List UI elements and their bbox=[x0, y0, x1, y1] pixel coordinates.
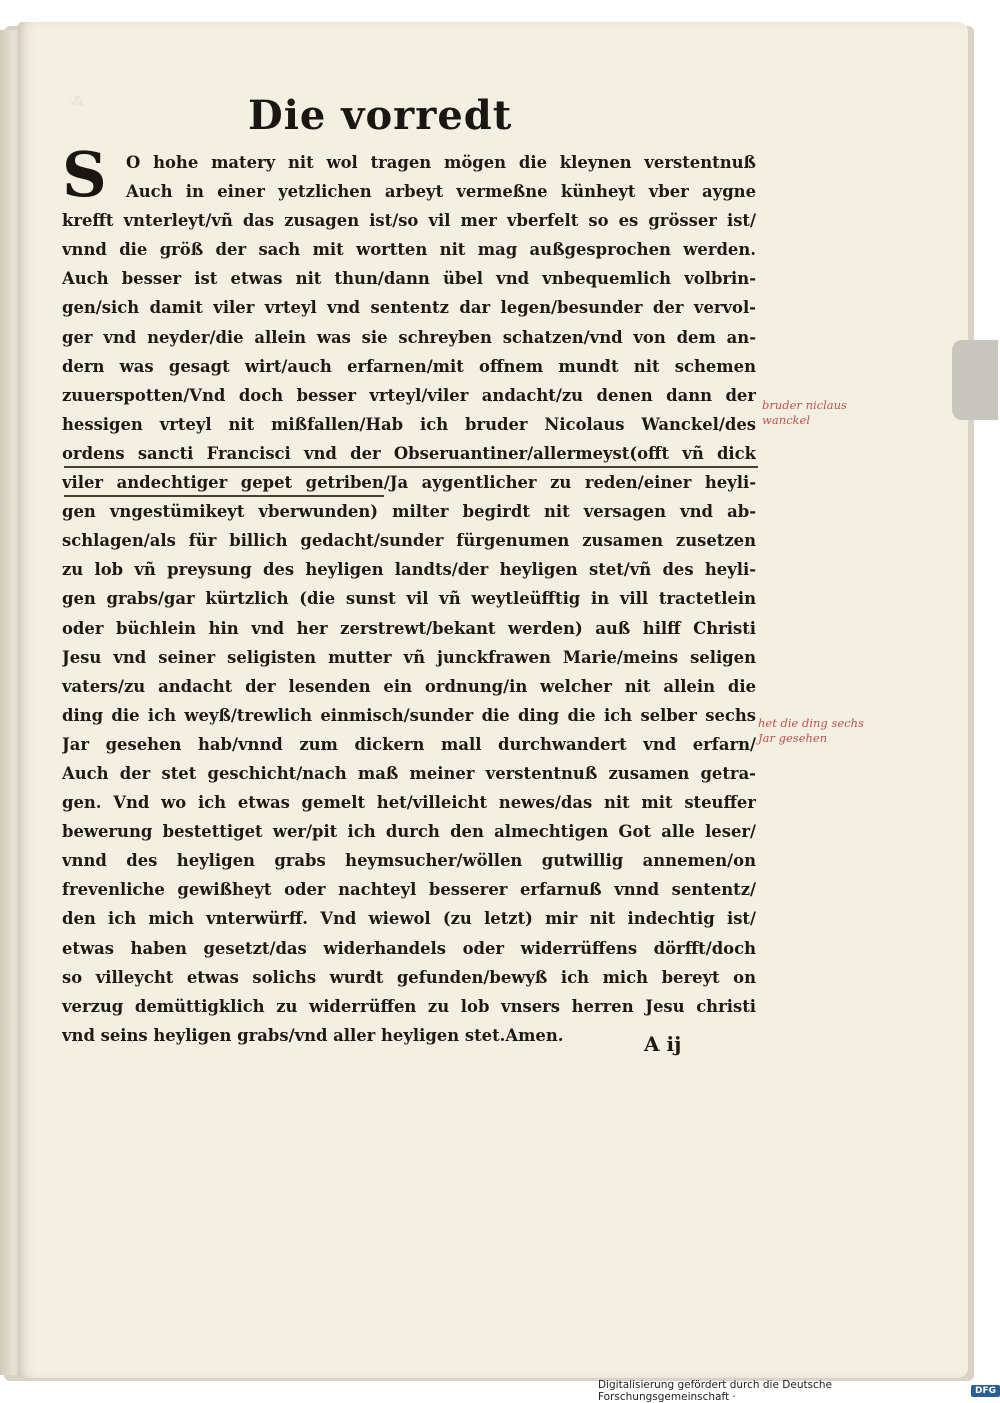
text-line: etwas haben gesetzt/das widerhandels oder widerrüffens dörfft/doch bbox=[62, 938, 756, 958]
text-line: dern was gesagt wirt/auch erfarnen/mit offnem mundt nit schemen bbox=[62, 356, 756, 376]
text-line: Jesu vnd seiner seligisten mutter vñ junckfrawen Marie/meins seligen bbox=[62, 647, 756, 667]
text-line: gen. Vnd wo ich etwas gemelt het/villeicht newes/das nit mit steuffer bbox=[62, 793, 756, 813]
signature-mark: A ij bbox=[644, 1032, 682, 1056]
text-line: schlagen/als für billich gedacht/sunder fürgenumen zusamen zusetzen bbox=[62, 531, 756, 551]
text-line: viler andechtiger gepet getriben/Ja aygentlicher zu reden/einer heyli- bbox=[62, 473, 756, 493]
text-line: so villeycht etwas solichs wurdt gefunden/bewyß ich mich bereyt on bbox=[62, 967, 756, 987]
text-line: vnnd des heyligen grabs heymsucher/wöllen gutwillig annemen/on bbox=[62, 851, 756, 871]
reader-underline bbox=[64, 466, 758, 468]
text-line: ding die ich weyß/trewlich einmisch/sunder die ding die ich selber sechs bbox=[62, 705, 756, 725]
margin-annotation: het die ding sechs Jar gesehen bbox=[758, 716, 864, 745]
text-line: bewerung bestettiget wer/pit ich durch den almechtigen Got alle leser/ bbox=[62, 822, 756, 842]
main-text-block bbox=[62, 148, 756, 1050]
bleed-through-text: ⁂ bbox=[70, 94, 84, 110]
drop-cap-initial: S bbox=[62, 138, 107, 211]
text-line: zuuerspotten/Vnd doch besser vrteyl/viler andacht/zu denen dann der bbox=[62, 385, 756, 405]
text-line: vnd seins heyligen grabs/vnd aller heyligen stet.Amen. bbox=[62, 1025, 564, 1045]
text-line: krefft vnterleyt/vñ das zusagen ist/so vil mer vberfelt so es grösser ist/ bbox=[62, 211, 756, 231]
text-line: Auch der stet geschicht/nach maß meiner verstentnuß zusamen getra- bbox=[62, 763, 756, 783]
text-line: gen vngestümikeyt vberwunden) milter begirdt nit versagen vnd ab- bbox=[62, 502, 756, 522]
text-line: ger vnd neyder/die allein was sie schreyben schatzen/vnd von dem an- bbox=[62, 327, 756, 347]
text-line: zu lob vñ preysung des heyligen landts/der heyligen stet/vñ des heyli- bbox=[62, 560, 756, 580]
margin-annotation: bruder niclaus wanckel bbox=[762, 398, 847, 427]
text-line: gen/sich damit viler vrteyl vnd sententz dar legen/besunder der vervol- bbox=[62, 298, 756, 318]
text-line: hessigen vrteyl nit mißfallen/Hab ich bruder Nicolaus Wanckel/des bbox=[62, 414, 756, 434]
text-line: Jar gesehen hab/vnnd zum dickern mall durchwandert vnd erfarn/ bbox=[62, 734, 756, 754]
text-line: verzug demüttigklich zu widerrüffen zu lob vnsers herren Jesu christi bbox=[62, 996, 756, 1016]
text-line: oder büchlein hin vnd her zerstrewt/bekant werden) auß hilff Christi bbox=[62, 618, 756, 638]
text-line: Auch in einer yetzlichen arbeyt vermeßne künheyt vber aygne bbox=[126, 182, 756, 202]
page-title: Die vorredt bbox=[248, 92, 513, 139]
text-line: vaters/zu andacht der lesenden ein ordnung/in welcher nit allein die bbox=[62, 676, 756, 696]
footer-credit bbox=[598, 1379, 1000, 1403]
scanner-clip bbox=[952, 340, 998, 420]
text-line: vnnd die größ der sach mit wortten nit mag außgesprochen werden. bbox=[62, 240, 756, 260]
text-line: Auch besser ist etwas nit thun/dann übel vnd vnbequemlich volbrin- bbox=[62, 269, 756, 289]
text-line: ordens sancti Francisci vnd der Obseruantiner/allermeyst(offt vñ dick bbox=[62, 443, 756, 463]
footer-text: Digitalisierung gefördert durch die Deutsche Forschungsgemeinschaft · bbox=[598, 1379, 832, 1403]
text-line: den ich mich vnterwürff. Vnd wiewol (zu letzt) mir nit indechtig ist/ bbox=[62, 909, 756, 929]
text-line: frevenliche gewißheyt oder nachteyl besserer erfarnuß vnnd sententz/ bbox=[62, 880, 756, 900]
reader-underline bbox=[64, 495, 384, 497]
text-line: O hohe matery nit wol tragen mögen die kleynen verstentnuß bbox=[126, 153, 756, 172]
text-line: gen grabs/gar kürtzlich (die sunst vil vñ weytleüfftig in vill tractetlein bbox=[62, 589, 756, 609]
dfg-logo-icon: DFG bbox=[971, 1385, 1000, 1397]
